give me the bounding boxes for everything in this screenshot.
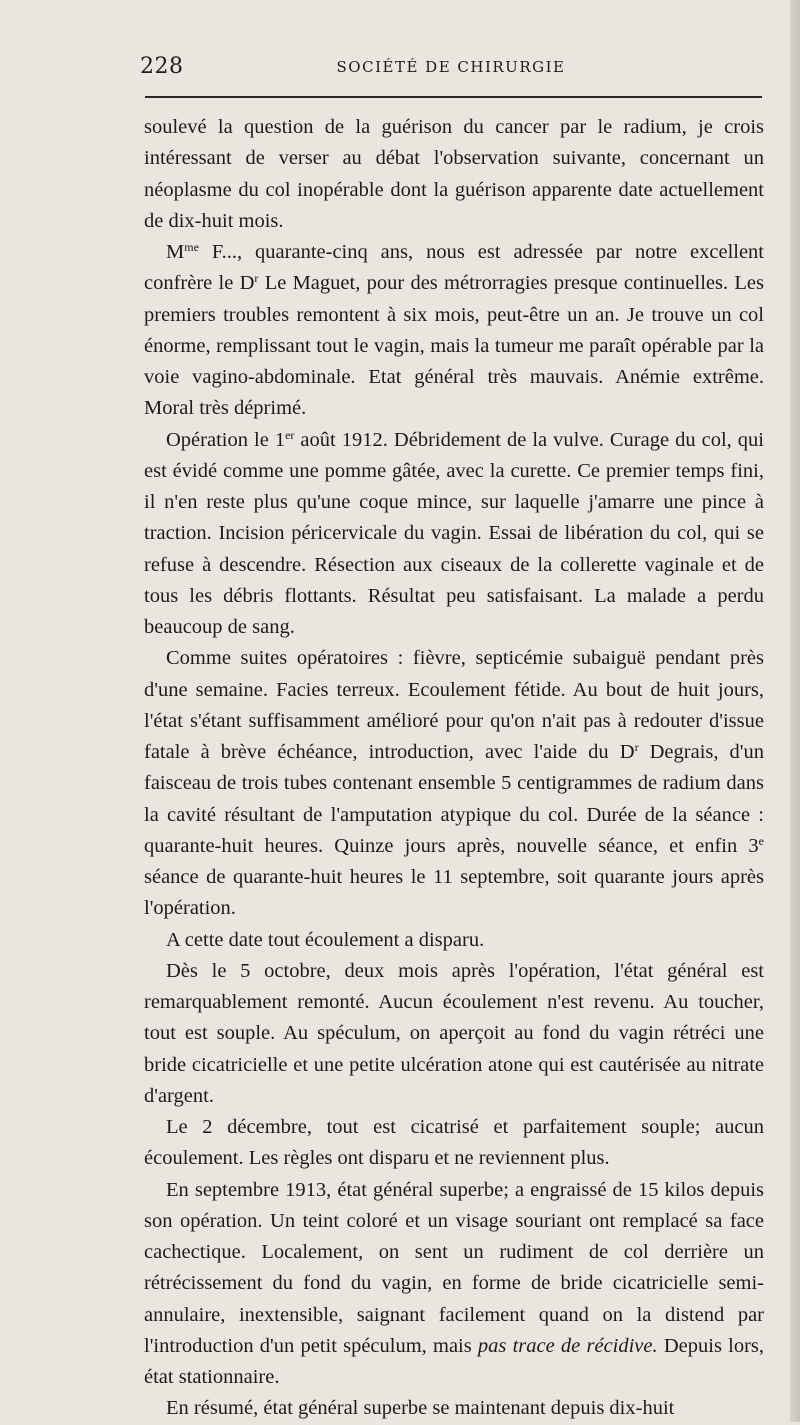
paragraph-5: A cette date tout écoulement a disparu. — [166, 928, 485, 951]
text-span: août 1912. Débridement de la vulve. Curage du col, qui est évidé comme une pomme gâtée, avec la curette. Ce premier temps fini, il n'en reste plus qu'une coque mince, sur laquelle j'amarre une pince à traction. Incision péricervicale du vagin. Essai de libération du col, qui se refuse à descendre. Résection aux ciseaux de la collerette vaginale et de tous les débris flottants. Résultat peu satisfaisant. La malade a perdu beaucoup de sang. — [144, 428, 765, 638]
page-edge-shadow — [790, 0, 800, 1422]
paragraph-2 — [144, 237, 764, 425]
paragraph-1: soulevé la question de la guérison du cancer par le radium, je crois intéressant de verser au débat l'observation suivante, concernant un néoplasme du col inopérable dont la guérison apparente date actuellement de dix-huit mois. — [144, 116, 764, 232]
body-text — [144, 112, 764, 1425]
superscript: r — [254, 271, 259, 286]
text-span: Opération le 1 — [166, 428, 286, 451]
text-span: En septembre 1913, état général superbe; a engraissé de 15 kilos depuis son opération. Un teint coloré et un visage souriant ont remplacé sa face cachectique. Localement, on sent un rudiment de col derrière un rétrécissement du fond du vagin, en forme de bride cicatricielle semi-annulaire, inextensible, saignant facilement quand on la distend par l'introduction d'un petit spéculum, mais — [144, 1178, 764, 1357]
italic-text: pas trace de récidive. — [477, 1334, 658, 1357]
paragraph-6: Dès le 5 octobre, deux mois après l'opération, l'état général est remarquablement remonté. Aucun écoulement n'est revenu. Au toucher, tout est souple. Au spéculum, on aperçoit au fond du vagin rétréci une bride cicatricielle et une petite ulcération atone qui est cautérisée au nitrate d'argent. — [144, 959, 764, 1107]
running-head — [140, 54, 762, 84]
text-span: Le Maguet, pour des métrorragies presque continuelles. Les premiers troubles remontent à six mois, peut-être un an. Je trouve un col énorme, remplissant tout le vagin, mais la tumeur me paraît opérable par la voie vagino-abdominale. Etat général très mauvais. Anémie extrême. Moral très déprimé. — [144, 272, 764, 420]
paragraph-4 — [144, 643, 764, 924]
text-span: Degrais, d'un faisceau de trois tubes contenant ensemble 5 centigrammes de radium dans la cavité résultant de l'amputation atypique du col. Durée de la séance : quarante-huit heures. Quinze jours après, nouvelle séance, et enfin 3 — [144, 741, 765, 857]
superscript: me — [184, 240, 199, 254]
text-span: Comme suites opératoires : fièvre, septicémie subaiguë pendant près d'une semaine. Facies terreux. Ecoulement fétide. Au bout de huit jours, l'état s'étant suffisamment amélioré pour qu'on n'ait pas à redouter d'issue fatale à brève échéance, introduction, avec l'aide du D — [144, 647, 764, 763]
paragraph-9: En résumé, état général superbe se maintenant depuis dix-huit — [166, 1397, 675, 1420]
text-span: séance de quarante-huit heures le 11 septembre, soit quarante jours après l'opération. — [144, 866, 764, 920]
paragraph-7: Le 2 décembre, tout est cicatrisé et parfaitement souple; aucun écoulement. Les règles ont disparu et ne reviennent plus. — [144, 1116, 764, 1170]
header-title: SOCIÉTÉ DE CHIRURGIE — [336, 58, 566, 76]
superscript: er — [285, 427, 295, 442]
paragraph-3 — [144, 425, 764, 644]
page-number: 228 — [140, 54, 184, 79]
paragraph-8 — [144, 1175, 764, 1394]
superscript: r — [634, 740, 639, 754]
text-span: M — [166, 241, 185, 263]
text-span: Depuis lors, état stationnaire. — [144, 1334, 765, 1388]
text-span: F..., quarante-cinq ans, nous est adressée par notre excellent confrère le D — [144, 241, 764, 295]
superscript: e — [758, 833, 764, 848]
header-rule — [145, 96, 762, 98]
